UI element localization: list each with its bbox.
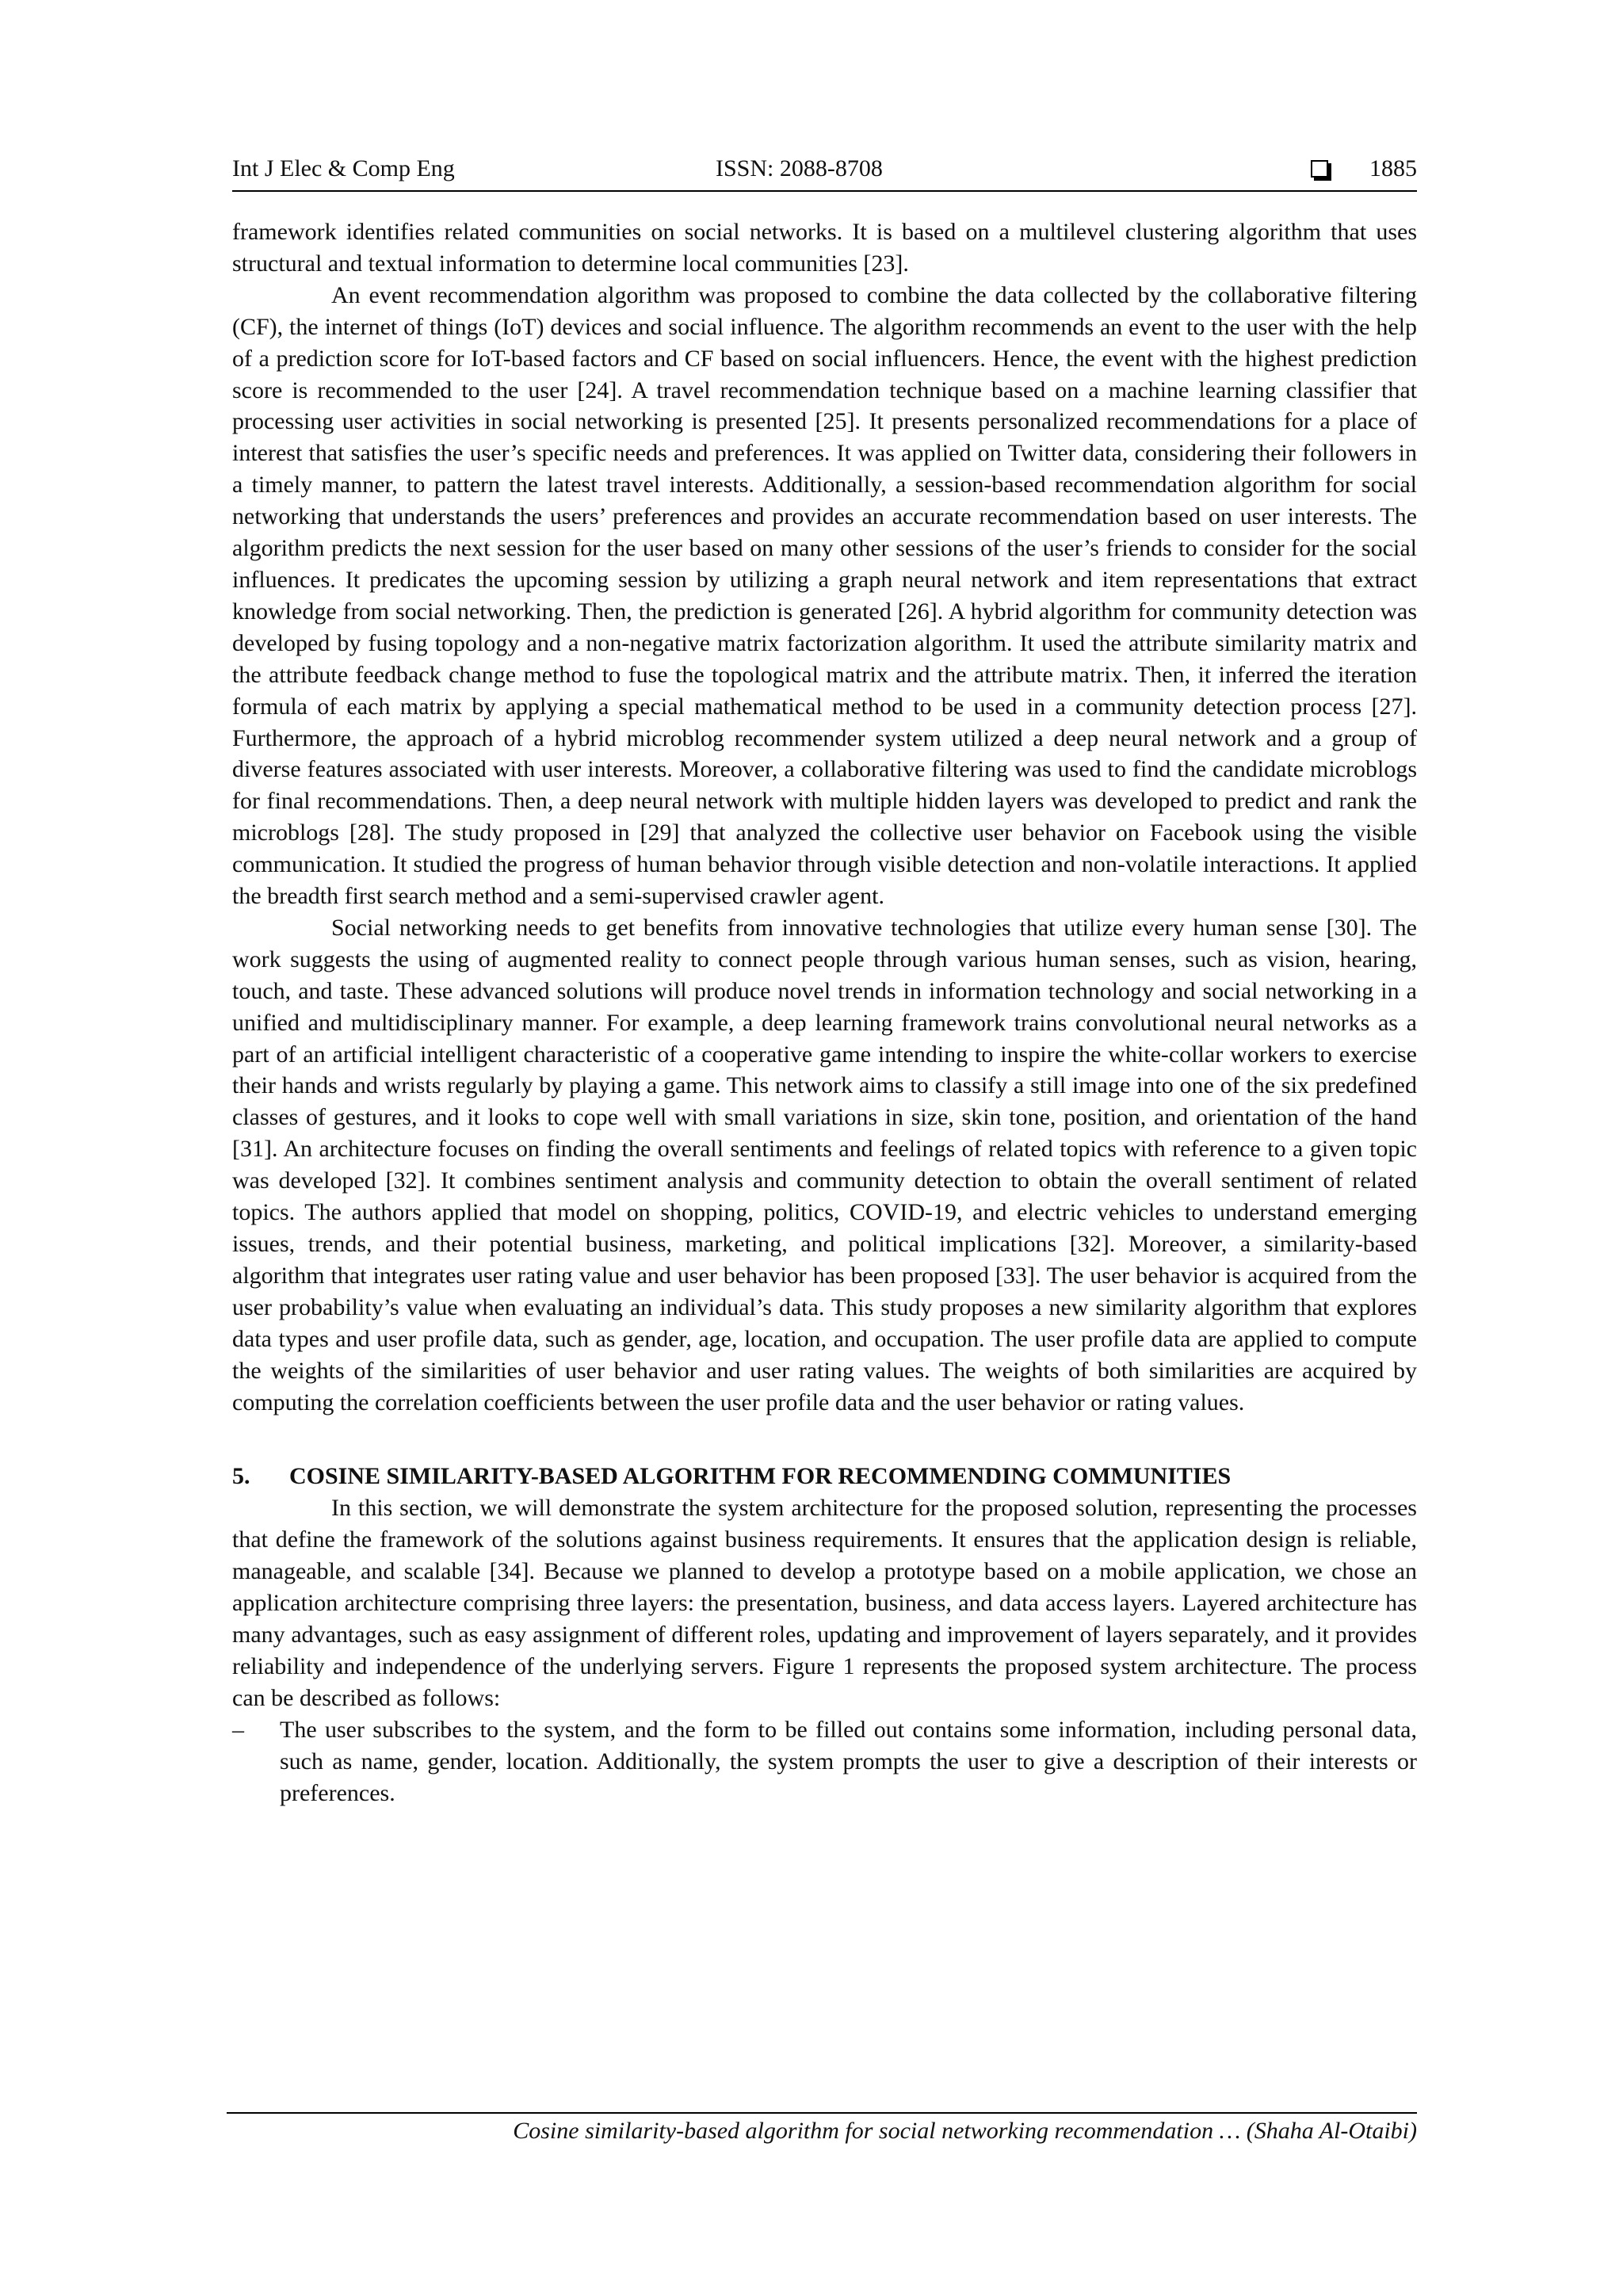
bullet-list xyxy=(232,1714,1417,1809)
square-box-icon xyxy=(1311,160,1328,178)
running-footer: Cosine similarity-based algorithm for social networking recommendation … (Shaha Al-Otaibi) xyxy=(513,2118,1417,2144)
body-paragraph-continued: framework identifies related communities on social networks. It is based on a multilevel clustering algorithm that uses structural and textual information to determine local communities [23]. xyxy=(232,219,1417,277)
footer-rule xyxy=(227,2112,1417,2114)
list-item xyxy=(232,1714,1417,1809)
section-title: COSINE SIMILARITY-BASED ALGORITHM FOR RECOMMENDING COMMUNITIES xyxy=(289,1463,1232,1490)
dash-bullet-icon: – xyxy=(232,1716,244,1743)
body-paragraph: Social networking needs to get benefits from innovative technologies that utilize every human sense [30]. The work suggests the using of augmented reality to connect people through various human senses, such as vision, hearing, touch, and taste. These advanced solutions will produce novel trends in information technology and social networking in a unified and multidisciplinary manner. For example, a deep learning framework trains convolutional neural networks as a part of an artificial intelligent characteristic of a cooperative game intending to inspire the white-collar workers to exercise their hands and wrists regularly by playing a game. This network aims to classify a still image into one of the six predefined classes of gestures, and it looks to cope well with small variations in size, skin tone, position, and orientation of the hand [31]. An architecture focuses on finding the overall sentiments and feelings of related topics with reference to a given topic was developed [32]. It combines sentiment analysis and community detection to obtain the overall sentiment of related topics. The authors applied that model on shopping, politics, COVID-19, and electric vehicles to understand emerging issues, trends, and their potential business, marketing, and political implications [32]. Moreover, a similarity-based algorithm that integrates user rating value and user behavior has been proposed [33]. The user behavior is acquired from the user probability’s value when evaluating an individual’s data. This study proposes a new similarity algorithm that explores data types and user profile data, such as gender, age, location, and occupation. The user profile data are applied to compute the weights of the similarities of user behavior and user rating values. The weights of both similarities are acquired by computing the correlation coefficients between the user profile data and the user behavior or rating values. xyxy=(232,914,1417,1415)
running-header xyxy=(232,155,1417,192)
section-paragraph: In this section, we will demonstrate the system architecture for the proposed solution, representing the processes that define the framework of the solutions against business requirements. It ensures that the application design is reliable, manageable, and scalable [34]. Because we planned to develop a prototype based on a mobile application, we chose an application architecture comprising three layers: the presentation, business, and data access layers. Layered architecture has many advantages, such as easy assignment of different roles, updating and improvement of layers separately, and it provides reliability and independence of the underlying servers. Figure 1 represents the proposed system architecture. The process can be described as follows: xyxy=(232,1495,1417,1711)
journal-name: Int J Elec & Comp Eng xyxy=(232,155,455,181)
issn-label: ISSN: 2088-8708 xyxy=(716,155,883,181)
section-number: 5. xyxy=(232,1463,250,1490)
section-heading xyxy=(232,1461,1417,1492)
list-item-text: The user subscribes to the system, and the form to be filled out contains some information, including personal data, such as name, gender, location. Additionally, the system prompts the user to give a description of their interests or preferences. xyxy=(280,1716,1417,1806)
page-number: 1885 xyxy=(1369,155,1417,181)
page-body xyxy=(232,216,1417,1809)
body-paragraph: An event recommendation algorithm was proposed to combine the data collected by the collaborative filtering (CF), the internet of things (IoT) devices and social influence. The algorithm recommends an event to the user with the help of a prediction score for IoT-based factors and CF based on social influencers. Hence, the event with the highest prediction score is recommended to the user [24]. A travel recommendation technique based on a machine learning classifier that processing user activities in social networking is presented [25]. It presents personalized recommendations for a place of interest that satisfies the user’s specific needs and preferences. It was applied on Twitter data, considering their followers in a timely manner, to pattern the latest travel interests. Additionally, a session-based recommendation algorithm for social networking that understands the users’ preferences and provides an accurate recommendation based on user interests. The algorithm predicts the next session for the user based on many other sessions of the user’s friends to consider for the social influences. It predicates the upcoming session by utilizing a graph neural network and item representations that extract knowledge from social networking. Then, the prediction is generated [26]. A hybrid algorithm for community detection was developed by fusing topology and a non-negative matrix factorization algorithm. It used the attribute similarity matrix and the attribute feedback change method to fuse the topological matrix and the attribute matrix. Then, it inferred the iteration formula of each matrix by applying a special mathematical method to be used in a community detection process [27]. Furthermore, the approach of a hybrid microblog recommender system utilized a deep neural network and a group of diverse features associated with user interests. Moreover, a collaborative filtering was used to find the candidate microblogs for final recommendations. Then, a deep neural network with multiple hidden layers was developed to predict and rank the microblogs [28]. The study proposed in [29] that analyzed the collective user behavior on Facebook using the visible communication. It studied the progress of human behavior through visible detection and non-volatile interactions. It applied the breadth first search method and a semi-supervised crawler agent. xyxy=(232,281,1417,910)
